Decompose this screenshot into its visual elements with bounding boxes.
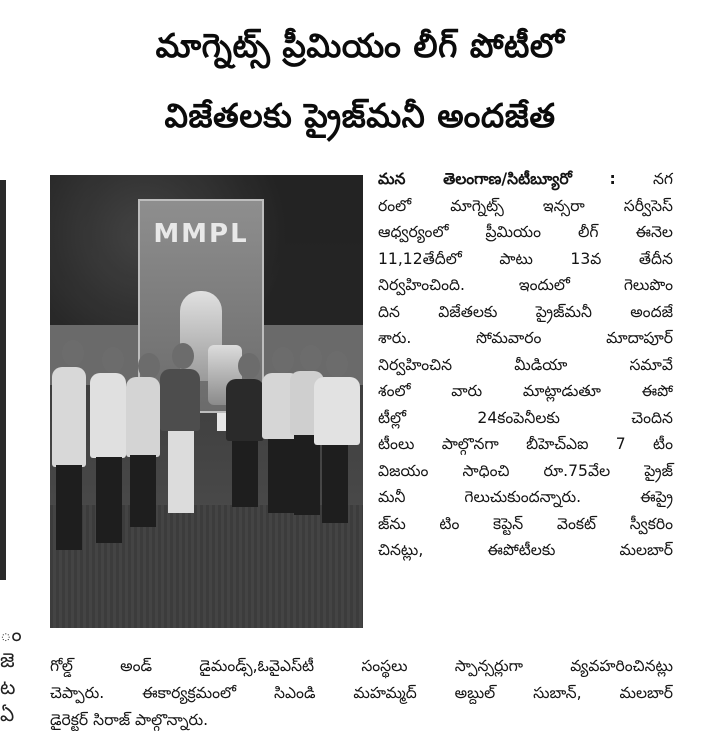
article-line-fragment: నగ bbox=[615, 170, 673, 188]
player-legs bbox=[232, 441, 258, 507]
article-line-full: డైరెక్టర్ సిరాజ్ పాల్గొన్నారు. bbox=[50, 711, 209, 729]
player-figure bbox=[314, 377, 360, 445]
player-head bbox=[138, 353, 160, 379]
article-line: శారు. సోమవారం మాదాపూర్ bbox=[378, 329, 673, 347]
neighbor-text-fragment: ట bbox=[0, 675, 16, 699]
player-head bbox=[102, 347, 124, 373]
article-line: టీంలు పాల్గొనగా బీహెచ్ఎఐ 7 టీం bbox=[378, 435, 673, 453]
article-line: రంలో మాగ్నెట్స్ ఇన్సరా సర్వీసెస్ bbox=[378, 196, 673, 215]
article-line: శంలో వారు మాట్లాడుతూ ఈపో bbox=[378, 382, 673, 400]
article-line bbox=[378, 166, 673, 193]
article-line: మనీ గెలుచుకుందన్నారు. ఈప్రై bbox=[378, 488, 673, 506]
article-line: దిన విజేతలకు ప్రైజ్‌మనీ అందజే bbox=[378, 302, 673, 321]
player-figure bbox=[160, 369, 200, 431]
neighbor-text-fragment: ఏ bbox=[0, 702, 15, 726]
article-line: చినట్లు, ఈపోటీలకు మలబార్ bbox=[378, 541, 673, 559]
player-legs bbox=[130, 455, 156, 527]
article-dateline: మన తెలంగాణ/సిటీబ్యూరో : bbox=[378, 170, 616, 188]
news-photo bbox=[50, 175, 363, 628]
article-line: జ్‌ను టిం కెప్టెన్ వెంకట్ స్వీకరిం bbox=[378, 514, 673, 533]
player-head bbox=[62, 340, 84, 366]
player-head bbox=[326, 351, 348, 377]
player-legs bbox=[56, 465, 82, 550]
article-line-full: చెప్పారు. ఈకార్యక్రమంలో సిఎండి మహమ్మద్ అబ్దుల్ సుబాన్, మలబార్ bbox=[50, 684, 673, 702]
neighbor-photo-edge bbox=[0, 180, 6, 580]
player-head bbox=[238, 353, 260, 379]
player-legs bbox=[294, 435, 320, 515]
neighbor-text-fragment: జె bbox=[0, 648, 15, 672]
headline-line-2: విజేతలకు ప్రైజ్‌మనీ అందజేత bbox=[164, 96, 556, 135]
article-line: 11,12తేదీలో పాటు 13వ తేదీన bbox=[378, 249, 673, 268]
player-head bbox=[300, 345, 322, 371]
player-head bbox=[172, 343, 194, 369]
player-legs bbox=[96, 457, 122, 543]
player-legs bbox=[322, 445, 348, 523]
player-figure bbox=[90, 373, 126, 458]
article-line: విజయం సాధించి రూ.75వేల ప్రైజ్ bbox=[378, 461, 673, 480]
article-line: నిర్వహించిన మీడియా సమావే bbox=[378, 355, 673, 374]
article-line: టీల్లో 24కంపెనీలకు చెందిన bbox=[378, 408, 673, 427]
player-figure bbox=[52, 367, 86, 467]
banner-logo-text: MMPL bbox=[153, 219, 249, 249]
neighbor-text-fragment: ం bbox=[0, 622, 22, 646]
article-line: ఆధ్వర్యంలో ప్రీమియం లీగ్ ఈనెల bbox=[378, 223, 673, 241]
article-line-full: గోల్డ్ అండ్ డైమండ్స్,ఓవైఎస్‌టీ సంస్థలు స్పాన్సర్లుగా వ్యవహరించినట్లు bbox=[50, 657, 673, 675]
article-line: నిర్వహించింది. ఇందులో గెలుపొం bbox=[378, 276, 673, 294]
player-figure bbox=[226, 379, 264, 441]
player-legs bbox=[268, 439, 294, 513]
headline-line-1: మాగ్నెట్స్ ప్రీమియం లీగ్ పోటీలో bbox=[155, 26, 565, 65]
player-head bbox=[272, 347, 294, 373]
player-legs bbox=[168, 431, 194, 513]
player-figure bbox=[126, 377, 160, 457]
